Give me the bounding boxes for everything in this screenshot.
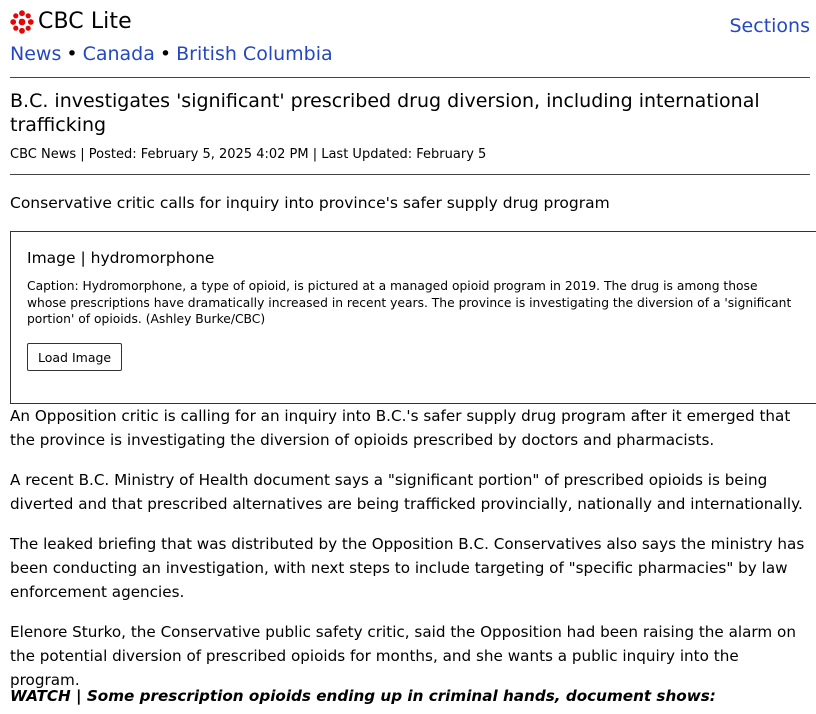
breadcrumb (10, 42, 333, 66)
header-divider (10, 77, 810, 78)
byline-divider (10, 174, 810, 175)
brand-name: CBC Lite (38, 9, 132, 34)
article-paragraph: Elenore Sturko, the Conservative public safety critic, said the Opposition had been raising the alarm on the potential diversion of prescribed opioids for months, and she wants a public inquiry into the program. (10, 623, 796, 689)
image-title: Image | hydromorphone (27, 249, 215, 267)
article-paragraph: The leaked briefing that was distributed by the Opposition B.C. Conservatives also says the ministry has been conducting an investigation, with next steps to include targeting of "specific pharmacies" by law enforcement agencies. (10, 535, 805, 601)
article-paragraph: An Opposition critic is calling for an inquiry into B.C.'s safer supply drug program after it emerged that the province is investigating the diversion of opioids prescribed by doctors and pharmacists. (10, 407, 791, 449)
breadcrumb-news[interactable]: News (10, 43, 62, 65)
watch-video-heading: WATCH | Some prescription opioids ending up in criminal hands, document shows: (10, 687, 716, 705)
cbc-gem-logo-icon (10, 10, 34, 34)
article-paragraph: A recent B.C. Ministry of Health document says a "significant portion" of prescribed opioids is being diverted and that prescribed alternatives are being trafficked provincially, nationally and internationally. (10, 471, 803, 513)
breadcrumb-canada[interactable]: Canada (82, 43, 155, 65)
article-deck: Conservative critic calls for inquiry into province's safer supply drug program (10, 194, 610, 212)
page (10, 0, 810, 705)
load-image-button[interactable]: Load Image (27, 343, 122, 371)
image-caption: Caption: Hydromorphone, a type of opioid, is pictured at a managed opioid program in 2019. The drug is among those whose prescriptions have dramatically increased in recent years. The province is investigating the diversion of a 'significant portion' of opioids. (Ashley Burke/CBC) (27, 279, 792, 326)
breadcrumb-british-columbia[interactable]: British Columbia (176, 43, 333, 65)
article-headline: B.C. investigates 'significant' prescribed drug diversion, including international trafficking (10, 90, 760, 136)
article-byline: CBC News | Posted: February 5, 2025 4:02 PM | Last Updated: February 5 (10, 147, 487, 162)
breadcrumb-separator: • (159, 43, 172, 65)
site-header (10, 0, 810, 72)
image-placeholder (10, 231, 816, 404)
home-link[interactable] (10, 9, 132, 35)
breadcrumb-separator: • (66, 43, 78, 65)
sections-link[interactable]: Sections (729, 15, 810, 37)
